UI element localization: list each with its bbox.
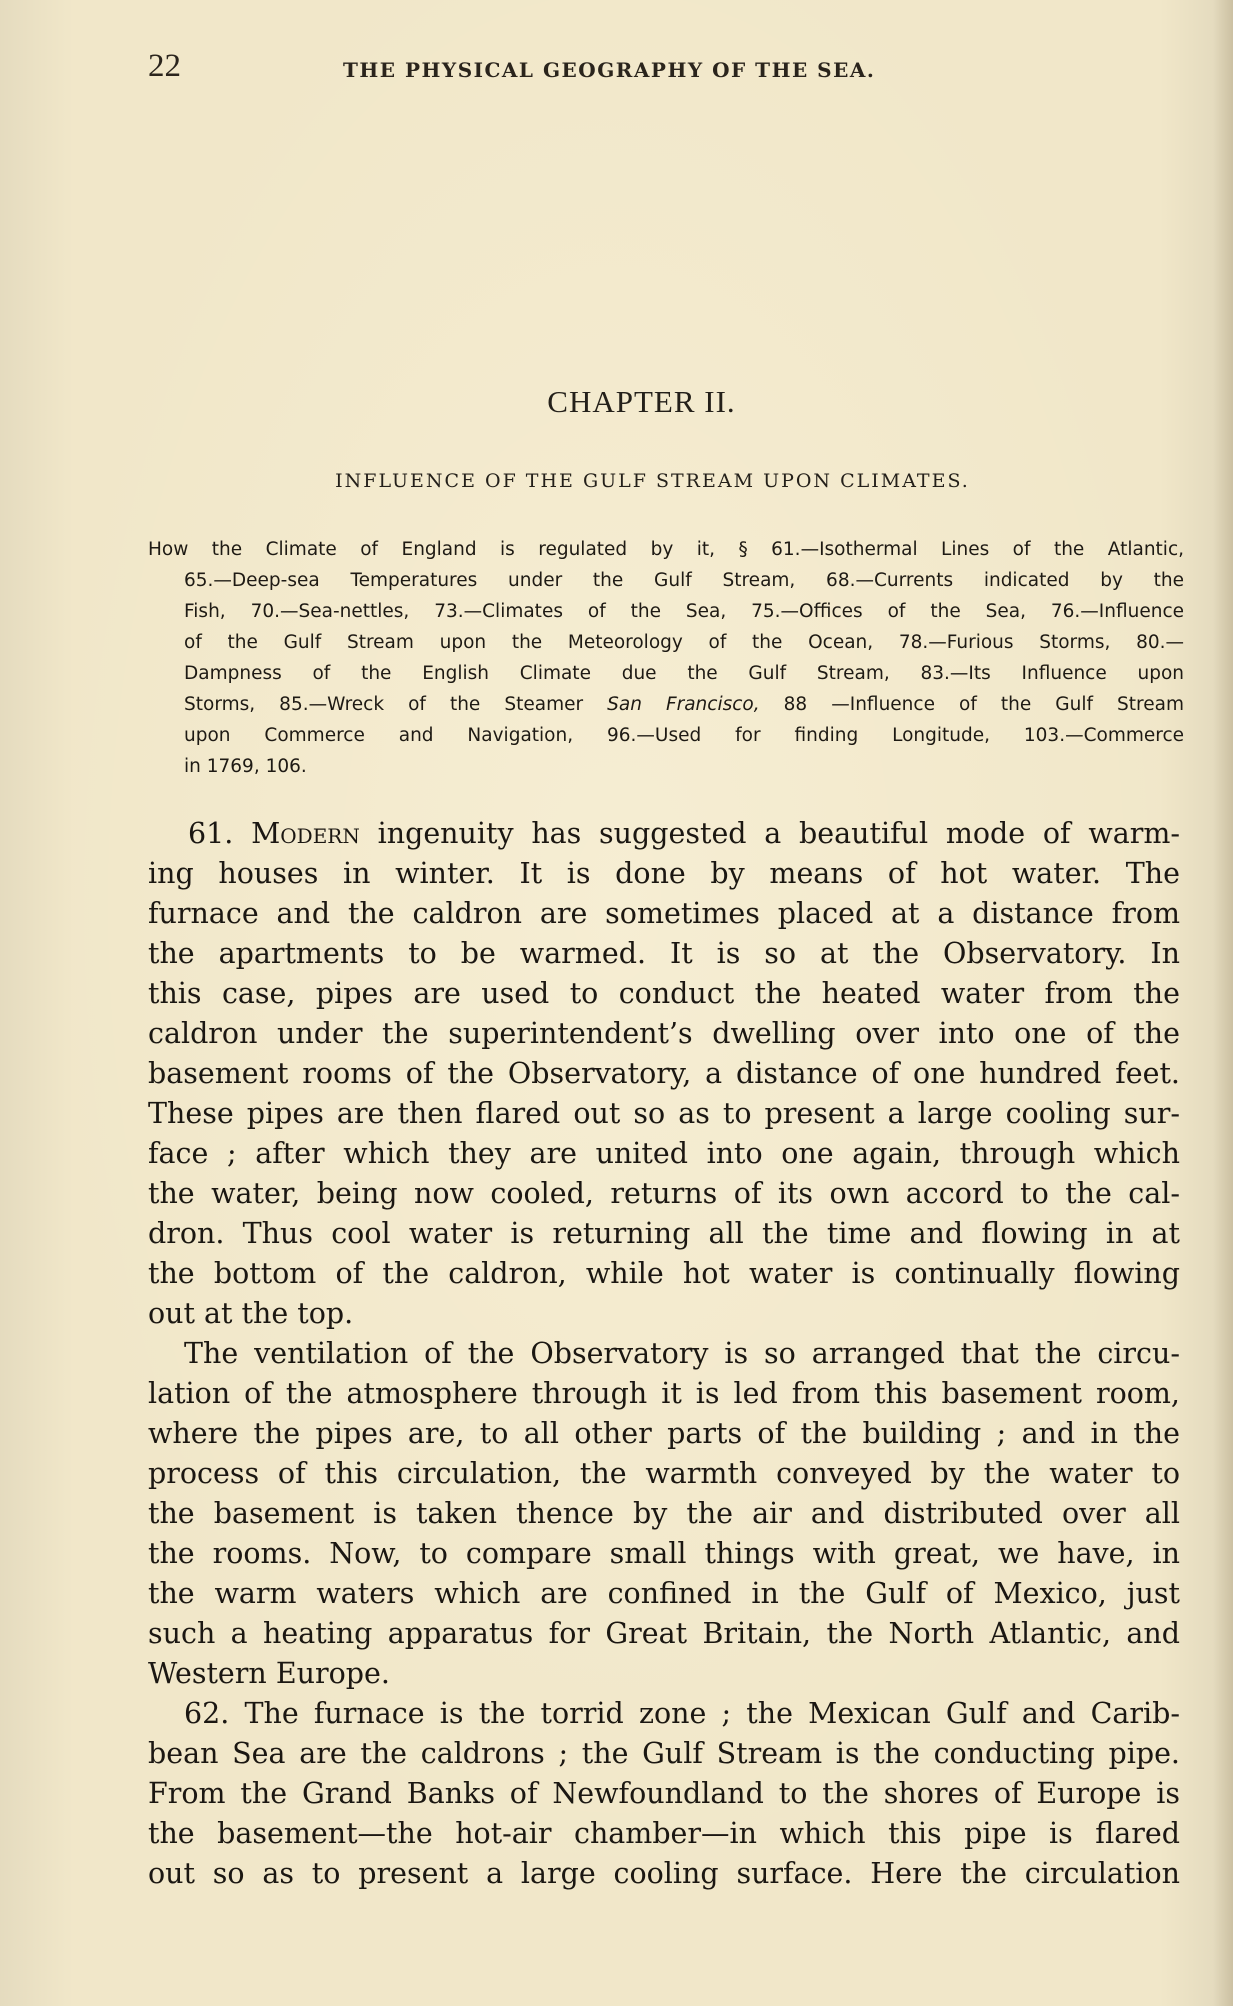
text-run: ingenuity has suggested a beautiful mode of warm-	[359, 817, 1180, 850]
smallcaps-word: Modern	[251, 817, 360, 850]
body-line: the rooms. Now, to compare small things with great, we have, in	[148, 1537, 1180, 1570]
chapter-subtitle: INFLUENCE OF THE GULF STREAM UPON CLIMATES.	[335, 470, 970, 492]
synopsis-line-mixed	[148, 689, 1184, 720]
body-line: Western Europe.	[148, 1657, 390, 1690]
body-line: These pipes are then flared out so as to present a large cooling sur-	[148, 1097, 1180, 1130]
body-line: bean Sea are the caldrons ; the Gulf Stream is the conducting pipe.	[148, 1737, 1180, 1770]
synopsis-line: How the Climate of England is regulated by it, § 61.—Isothermal Lines of the Atlantic,	[148, 539, 1184, 560]
synopsis-text: 88 —Influence of the Gulf Stream	[759, 694, 1184, 715]
paragraph-number: 61.	[188, 817, 234, 850]
paragraph-61-first-line	[148, 814, 1180, 854]
body-line: the water, being now cooled, returns of its own accord to the cal-	[148, 1177, 1180, 1210]
chapter-synopsis	[148, 534, 1184, 782]
body-line: out so as to present a large cooling surface. Here the circulation	[148, 1857, 1180, 1890]
synopsis-italic-ship-name: San Francisco,	[607, 694, 760, 715]
body-line: The ventilation of the Observatory is so arranged that the circu-	[184, 1337, 1180, 1370]
synopsis-line: 65.—Deep-sea Temperatures under the Gulf Stream, 68.—Currents indicated by the	[184, 570, 1184, 591]
synopsis-text: Storms, 85.—Wreck of the Steamer	[184, 694, 608, 715]
body-line: ing houses in winter. It is done by means of hot water. The	[148, 857, 1180, 890]
synopsis-line: upon Commerce and Navigation, 96.—Used for finding Longitude, 103.—Commerce	[184, 725, 1184, 746]
running-title: THE PHYSICAL GEOGRAPHY OF THE SEA.	[343, 58, 876, 82]
running-head	[148, 48, 1008, 92]
body-line: the warm waters which are confined in the Gulf of Mexico, just	[148, 1577, 1180, 1610]
body-line: caldron under the superintendent’s dwelling over into one of the	[148, 1017, 1180, 1050]
body-line: From the Grand Banks of Newfoundland to the shores of Europe is	[148, 1777, 1180, 1810]
synopsis-line: in 1769, 106.	[184, 756, 307, 777]
body-line: process of this circulation, the warmth conveyed by the water to	[148, 1457, 1180, 1490]
body-line: face ; after which they are united into one again, through which	[148, 1137, 1180, 1170]
chapter-heading: CHAPTER II.	[547, 384, 736, 419]
page-edge-shadow	[1213, 0, 1233, 2006]
body-line: where the pipes are, to all other parts of the building ; and in the	[148, 1417, 1180, 1450]
body-line: the bottom of the caldron, while hot water is continually flowing	[148, 1257, 1180, 1290]
body-line: basement rooms of the Observatory, a distance of one hundred feet.	[148, 1057, 1180, 1090]
body-line: such a heating apparatus for Great Britain, the North Atlantic, and	[148, 1617, 1180, 1650]
body-line: the basement—the hot-air chamber—in which this pipe is flared	[148, 1817, 1180, 1850]
body-line: out at the top.	[148, 1297, 354, 1330]
body-line: lation of the atmosphere through it is led from this basement room,	[148, 1377, 1180, 1410]
body-text	[148, 814, 1180, 1894]
synopsis-line: of the Gulf Stream upon the Meteorology of the Ocean, 78.—Furious Storms, 80.—	[184, 632, 1184, 653]
body-line: furnace and the caldron are sometimes placed at a distance from	[148, 897, 1180, 930]
body-line: this case, pipes are used to conduct the heated water from the	[148, 977, 1180, 1010]
body-line: the basement is taken thence by the air and distributed over all	[148, 1497, 1180, 1530]
page-number: 22	[148, 48, 181, 84]
body-line: dron. Thus cool water is returning all the time and flowing in at	[148, 1217, 1180, 1250]
body-line: 62. The furnace is the torrid zone ; the Mexican Gulf and Carib-	[184, 1697, 1180, 1730]
synopsis-line: Fish, 70.—Sea-nettles, 73.—Climates of the Sea, 75.—Offices of the Sea, 76.—Influence	[184, 601, 1184, 622]
body-line: the apartments to be warmed. It is so at the Observatory. In	[148, 937, 1180, 970]
synopsis-line: Dampness of the English Climate due the Gulf Stream, 83.—Its Influence upon	[184, 663, 1184, 684]
